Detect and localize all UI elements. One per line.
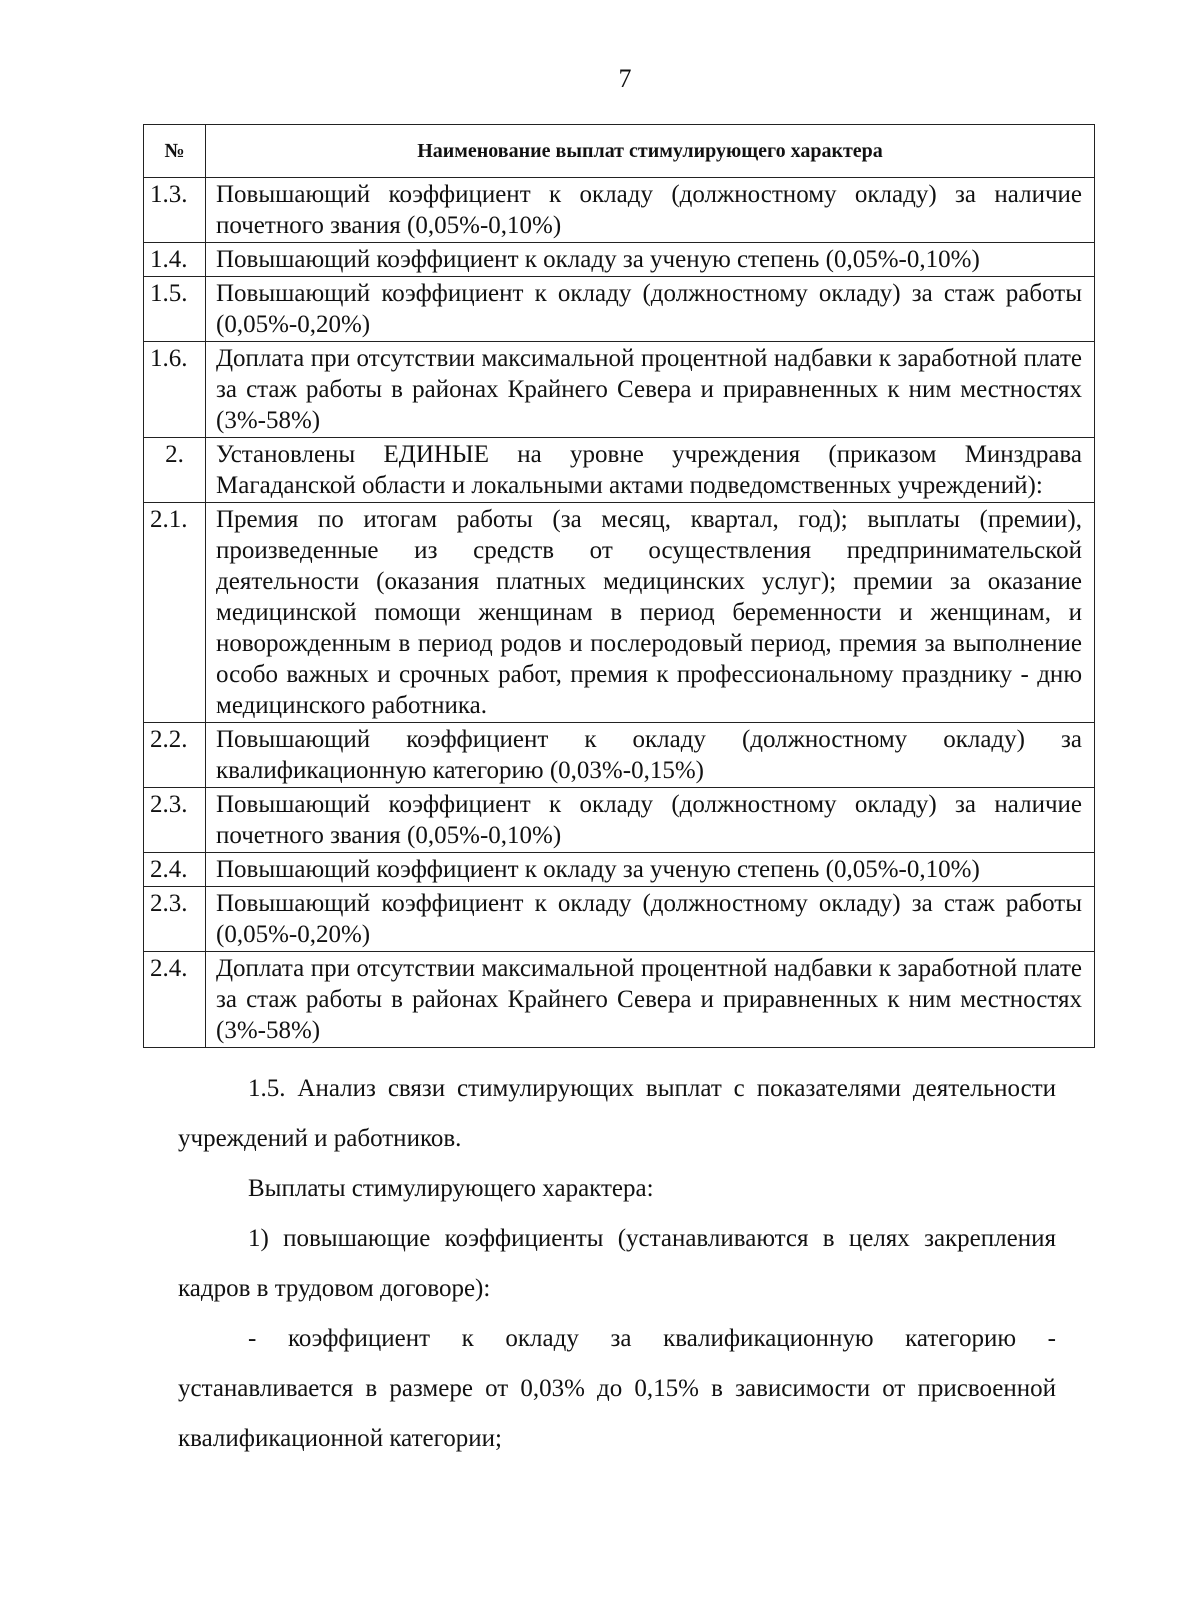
row-text: Повышающий коэффициент к окладу за ученую степень (0,05%-0,10%)	[206, 243, 1095, 277]
row-text: Доплата при отсутствии максимальной процентной надбавки к заработной плате за стаж работы в районах Крайнего Севера и приравненных к ним местностях (3%-58%)	[206, 952, 1095, 1048]
row-number: 2.4.	[144, 853, 206, 887]
column-header-number: №	[144, 125, 206, 178]
table-row	[144, 723, 1095, 788]
row-text: Повышающий коэффициент к окладу (должностному окладу) за квалификационную категорию (0,03%-0,15%)	[206, 723, 1095, 788]
table-row	[144, 887, 1095, 952]
row-number: 2.	[144, 438, 206, 503]
table-row	[144, 853, 1095, 887]
list-item-qualification-coefficient: - коэффициент к окладу за квалификационную категорию - устанавливается в размере от 0,03% до 0,15% в зависимости от присвоенной квалификационной категории;	[178, 1325, 1056, 1452]
row-number: 2.2.	[144, 723, 206, 788]
table-row	[144, 178, 1095, 243]
table-row	[144, 438, 1095, 503]
table-row	[144, 243, 1095, 277]
stimulating-payments-table	[143, 124, 1095, 1048]
row-text: Повышающий коэффициент к окладу (должностному окладу) за наличие почетного звания (0,05%-0,10%)	[206, 788, 1095, 853]
page-number: 7	[618, 64, 632, 93]
row-number: 2.3.	[144, 887, 206, 952]
row-number: 2.4.	[144, 952, 206, 1048]
row-number: 2.3.	[144, 788, 206, 853]
column-header-title: Наименование выплат стимулирующего характера	[206, 125, 1095, 178]
row-text: Повышающий коэффициент к окладу (должностному окладу) за стаж работы (0,05%-0,20%)	[206, 887, 1095, 952]
table-row	[144, 952, 1095, 1048]
row-number: 1.5.	[144, 277, 206, 342]
table-row	[144, 788, 1095, 853]
list-item-coefficients: 1) повышающие коэффициенты (устанавливаются в целях закрепления кадров в трудовом договоре):	[178, 1225, 1056, 1302]
table-row	[144, 342, 1095, 438]
row-text: Повышающий коэффициент к окладу за ученую степень (0,05%-0,10%)	[206, 853, 1095, 887]
body-text	[178, 1064, 1056, 1464]
payments-intro: Выплаты стимулирующего характера:	[248, 1175, 654, 1202]
table-header-row	[144, 125, 1095, 178]
section-heading: 1.5. Анализ связи стимулирующих выплат с показателями деятельности учреждений и работников.	[178, 1075, 1056, 1152]
row-text: Премия по итогам работы (за месяц, квартал, год); выплаты (премии), произведенные из средств от осуществления предпринимательской деятельности (оказания платных медицинских услуг); премии за оказание медицинской помощи женщинам в период беременности и женщинам, и новорожденным в период родов и послеродовый период, премия за выполнение особо важных и срочных работ, премия к профессиональному празднику - дню медицинского работника.	[206, 503, 1095, 723]
row-number: 1.3.	[144, 178, 206, 243]
row-number: 1.4.	[144, 243, 206, 277]
table-row	[144, 503, 1095, 723]
table-row	[144, 277, 1095, 342]
row-text: Установлены ЕДИНЫЕ на уровне учреждения (приказом Минздрава Магаданской области и локальными актами подведомственных учреждений):	[206, 438, 1095, 503]
row-number: 1.6.	[144, 342, 206, 438]
row-number: 2.1.	[144, 503, 206, 723]
row-text: Повышающий коэффициент к окладу (должностному окладу) за наличие почетного звания (0,05%-0,10%)	[206, 178, 1095, 243]
row-text: Повышающий коэффициент к окладу (должностному окладу) за стаж работы (0,05%-0,20%)	[206, 277, 1095, 342]
row-text: Доплата при отсутствии максимальной процентной надбавки к заработной плате за стаж работы в районах Крайнего Севера и приравненных к ним местностях (3%-58%)	[206, 342, 1095, 438]
